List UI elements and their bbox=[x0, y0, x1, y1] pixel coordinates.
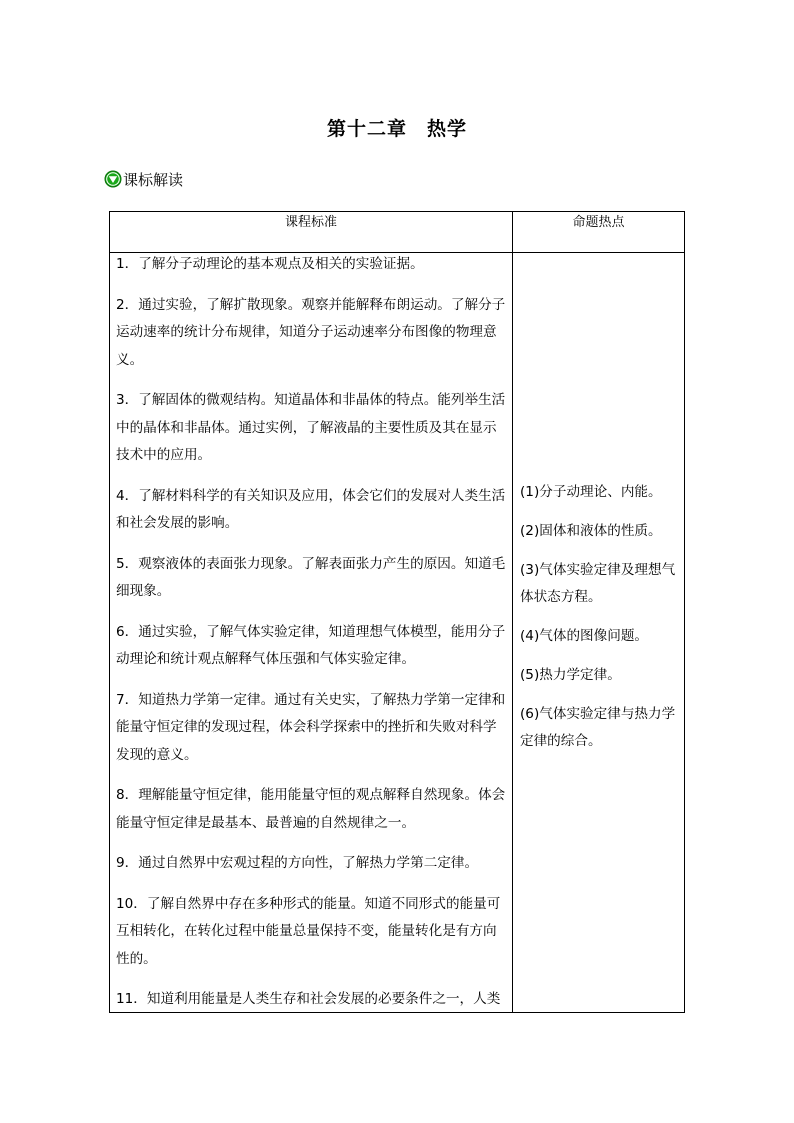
curriculum-table bbox=[109, 211, 685, 1013]
hotspot-item: (2)固体和液体的性质。 bbox=[520, 523, 662, 539]
standard-item: 9．通过自然界中宏观过程的方向性，了解热力学第二定律。 bbox=[116, 855, 479, 871]
standard-item: 2．通过实验，了解扩散现象。观察并能解释布朗运动。了解分子运动速率的统计分布规律，知道分子运动速率分布图像的物理意义。 bbox=[116, 296, 506, 368]
section-label: 课标解读 bbox=[123, 170, 184, 189]
standard-item: 11．知道利用能量是人类生存和社会发展的必要条件之一，人类 bbox=[116, 991, 501, 1007]
standard-item: 6．通过实验，了解气体实验定律，知道理想气体模型，能用分子动理论和统计观点解释气体压强和气体实验定律。 bbox=[116, 623, 506, 667]
hotspots-column bbox=[513, 253, 684, 1012]
standards-column bbox=[110, 253, 512, 1012]
standard-item: 4．了解材料科学的有关知识及应用，体会它们的发展对人类生活和社会发展的影响。 bbox=[116, 487, 506, 531]
standard-item: 7．知道热力学第一定律。通过有关史实，了解热力学第一定律和能量守恒定律的发现过程，体会科学探索中的挫折和失败对科学发现的意义。 bbox=[116, 691, 506, 763]
header-hotspots: 命题热点 bbox=[572, 215, 625, 230]
section-header bbox=[104, 167, 183, 191]
chapter-title: 第十二章 热学 bbox=[326, 118, 467, 140]
hotspot-item: (1)分子动理论、内能。 bbox=[520, 484, 662, 500]
hotspot-item: (5)热力学定律。 bbox=[520, 667, 621, 683]
hotspot-item: (4)气体的图像问题。 bbox=[520, 628, 649, 644]
hotspot-item: (6)气体实验定律与热力学定律的综合。 bbox=[520, 706, 676, 749]
down-triangle-circle-icon bbox=[104, 170, 122, 188]
standard-item: 5．观察液体的表面张力现象。了解表面张力产生的原因。知道毛细现象。 bbox=[116, 555, 506, 599]
standard-item: 3．了解固体的微观结构。知道晶体和非晶体的特点。能列举生活中的晶体和非晶体。通过实例，了解液晶的主要性质及其在显示技术中的应用。 bbox=[116, 392, 506, 463]
standard-item: 8．理解能量守恒定律，能用能量守恒的观点解释自然现象。体会能量守恒定律是最基本、最普遍的自然规律之一。 bbox=[116, 787, 506, 831]
standard-item: 10．了解自然界中存在多种形式的能量。知道不同形式的能量可互相转化，在转化过程中能量总量保持不变，能量转化是有方向性的。 bbox=[116, 895, 501, 967]
standard-item: 1．了解分子动理论的基本观点及相关的实验证据。 bbox=[116, 256, 424, 272]
header-standards: 课程标准 bbox=[284, 215, 337, 230]
hotspot-item: (3)气体实验定律及理想气体状态方程。 bbox=[520, 562, 676, 605]
